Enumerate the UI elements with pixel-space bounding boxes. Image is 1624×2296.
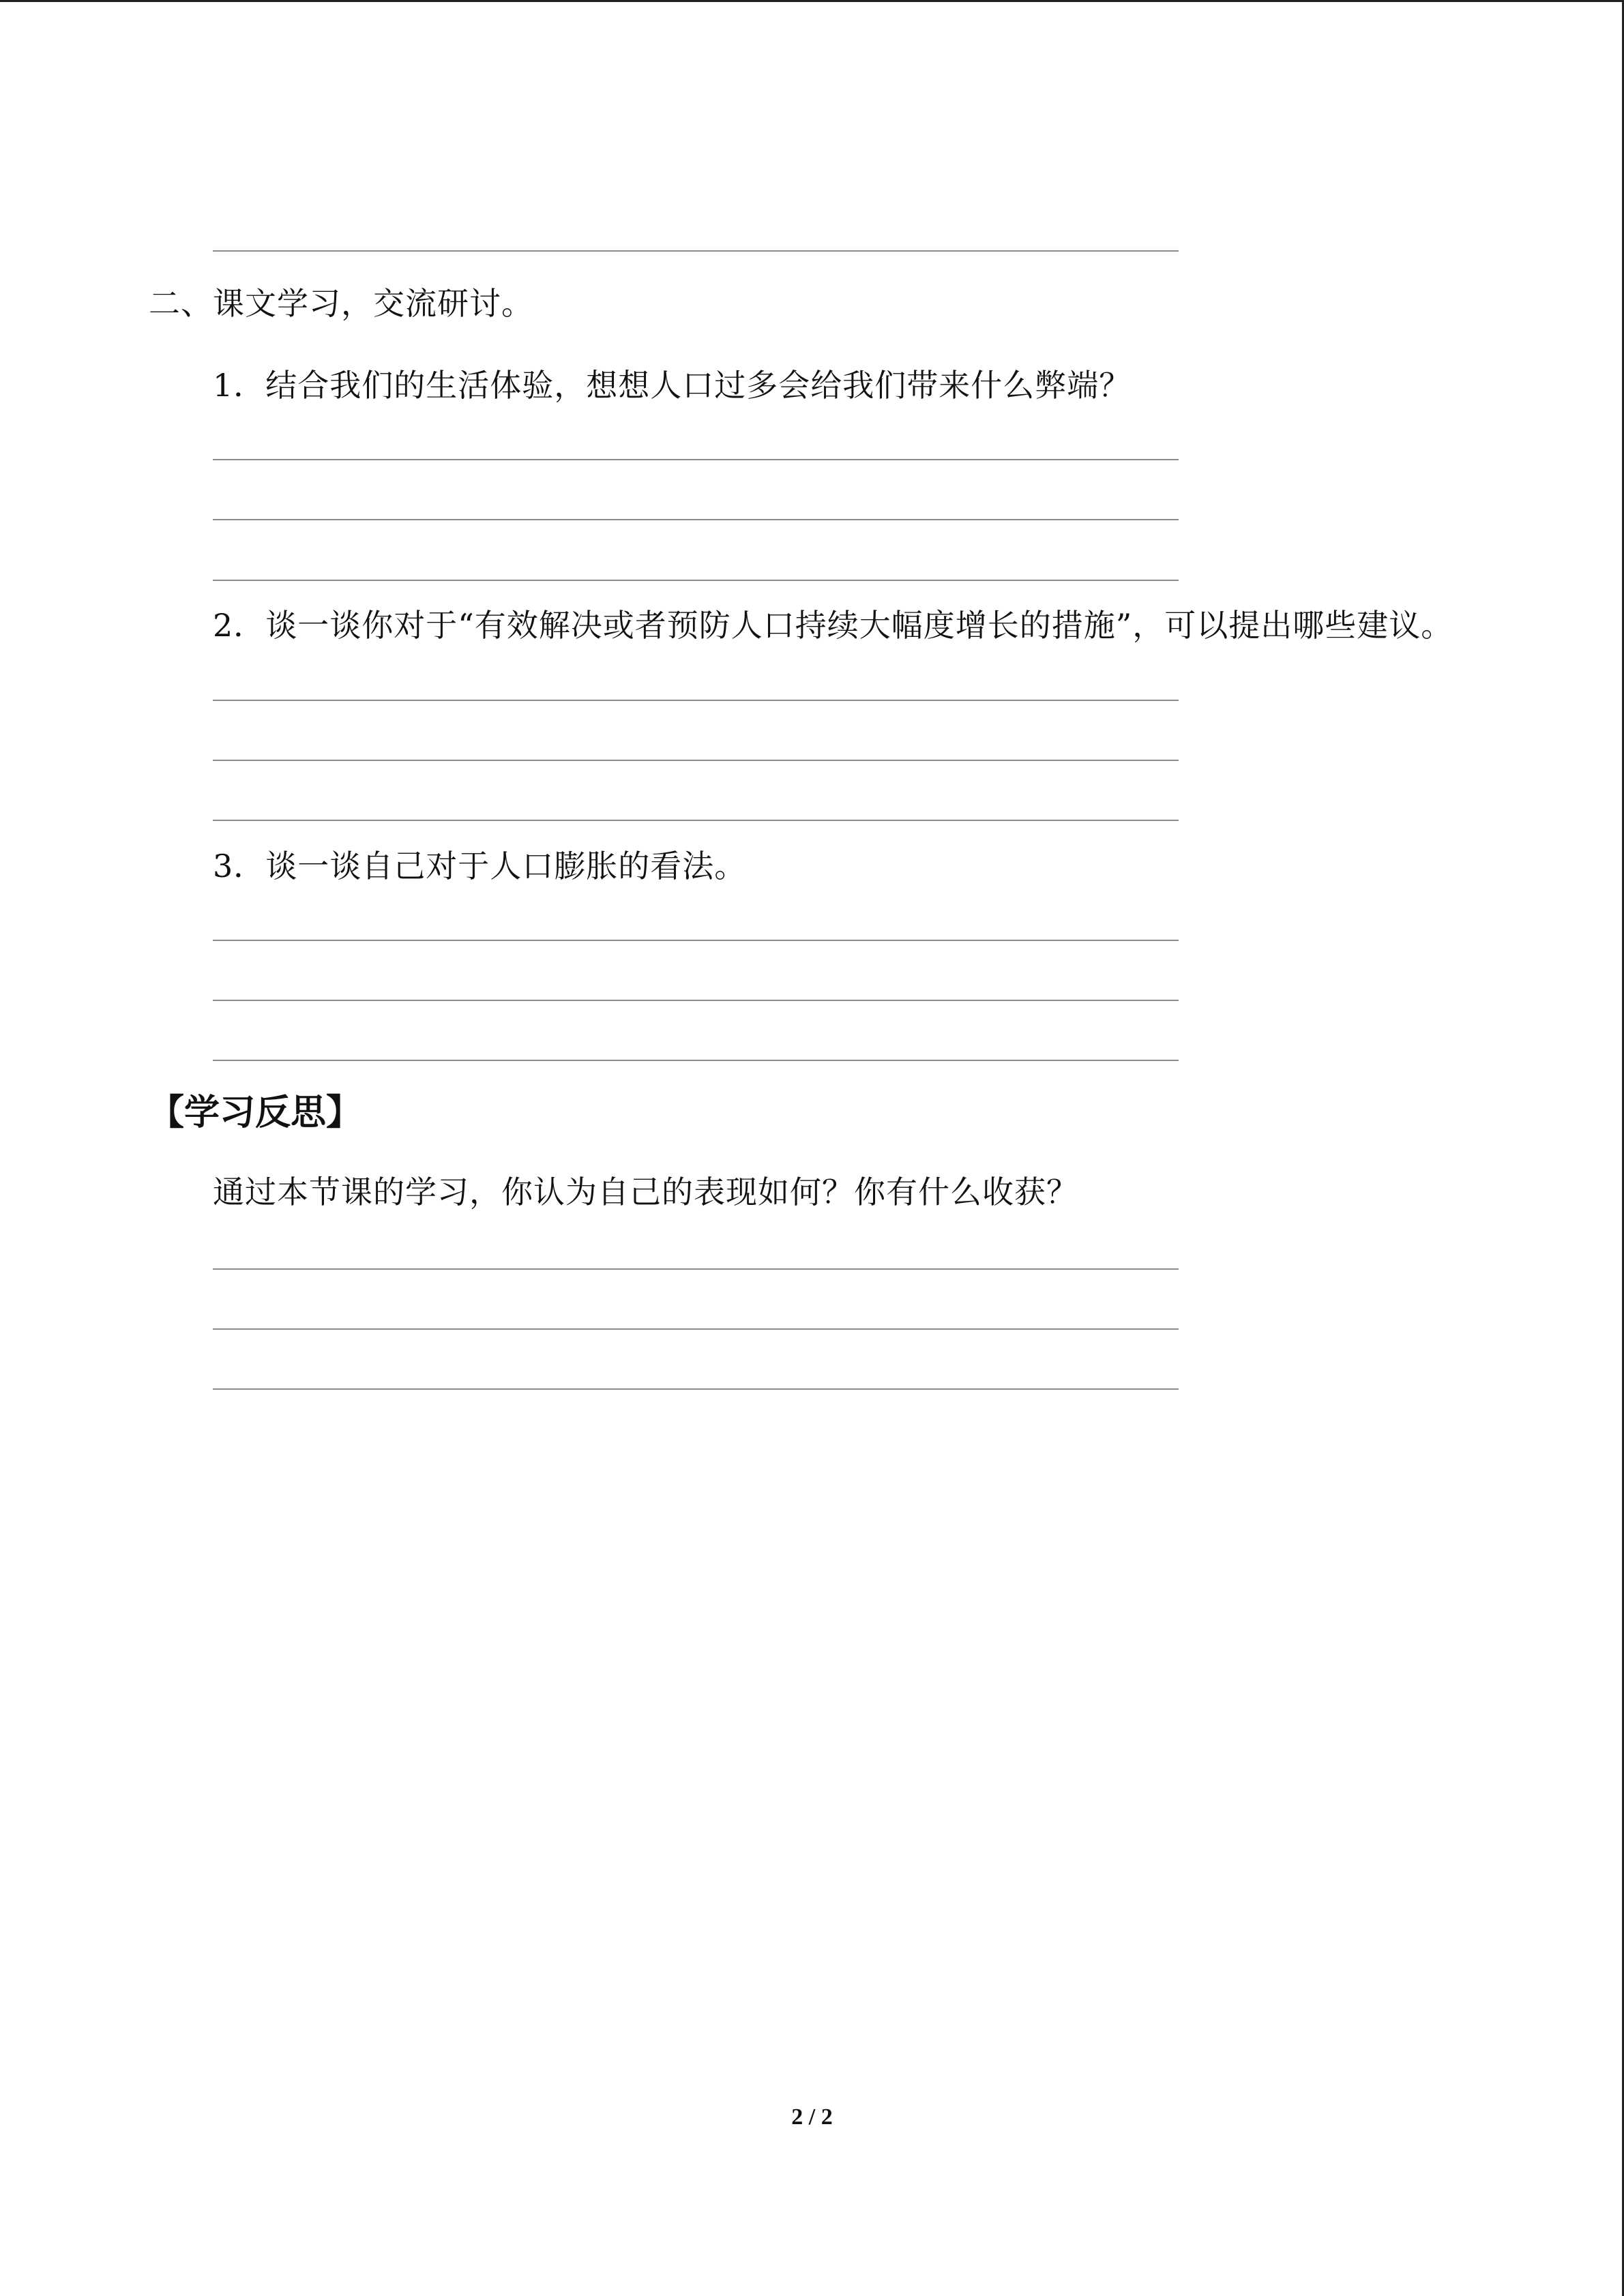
answer-line[interactable] xyxy=(213,1060,1179,1061)
reflection-heading: 【学习反思】 xyxy=(149,1092,362,1133)
question-3: 3．谈一谈自己对于人口膨胀的看法。 xyxy=(213,848,747,884)
page-top-border xyxy=(0,0,1624,2)
answer-line[interactable] xyxy=(213,1328,1179,1330)
reflection-prompt: 通过本节课的学习，你认为自己的表现如何？你有什么收获？ xyxy=(213,1174,1078,1210)
question-1: 1．结合我们的生活体验，想想人口过多会给我们带来什么弊端？ xyxy=(213,367,1132,404)
answer-line[interactable] xyxy=(213,1268,1179,1270)
answer-line[interactable] xyxy=(213,459,1179,460)
page-number: 2 / 2 xyxy=(791,2104,833,2130)
answer-line[interactable] xyxy=(213,1000,1179,1001)
answer-line[interactable] xyxy=(213,760,1179,761)
question-2: 2．谈一谈你对于“有效解决或者预防人口持续大幅度增长的措施”，可以提出哪些建议。 xyxy=(213,607,1453,644)
answer-line[interactable] xyxy=(213,820,1179,821)
section-heading: 二、课文学习，交流研讨。 xyxy=(149,285,533,322)
answer-line[interactable] xyxy=(213,940,1179,941)
answer-line[interactable] xyxy=(213,250,1179,252)
answer-line[interactable] xyxy=(213,519,1179,520)
answer-line[interactable] xyxy=(213,580,1179,581)
answer-line[interactable] xyxy=(213,700,1179,701)
answer-line[interactable] xyxy=(213,1388,1179,1390)
